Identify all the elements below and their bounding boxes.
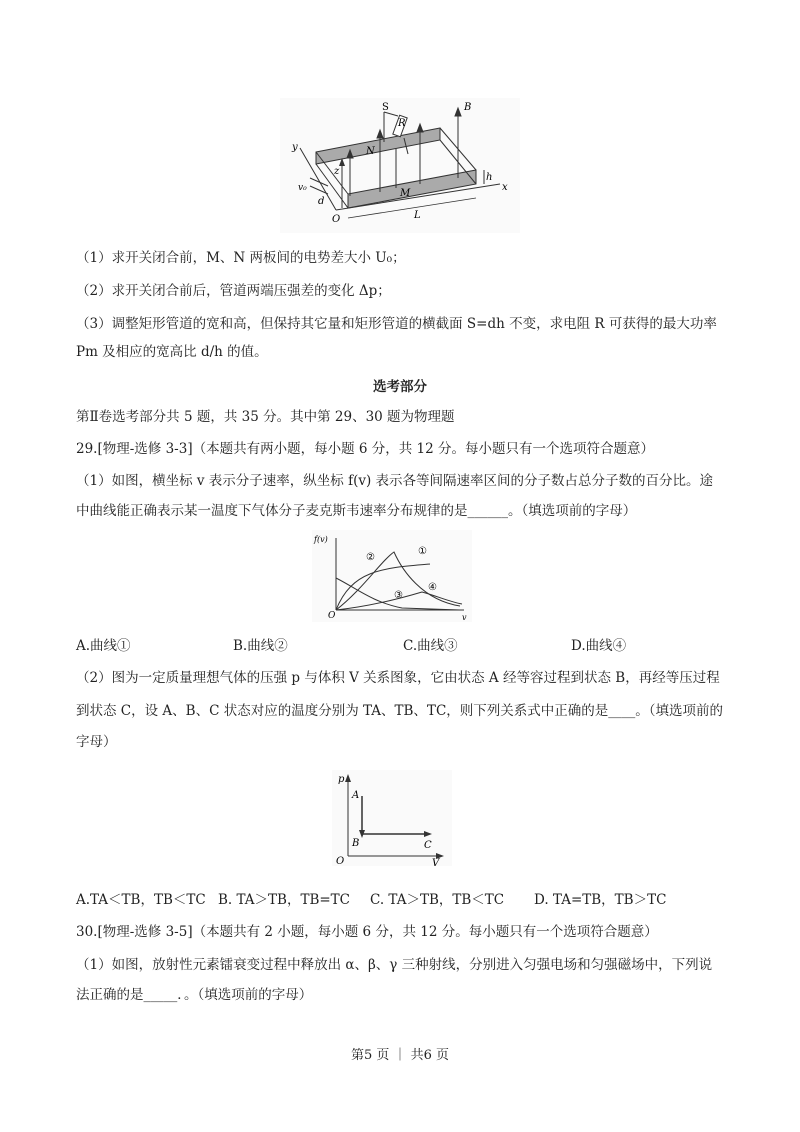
label-x: x	[502, 182, 508, 193]
label-R: R	[398, 118, 406, 129]
curve-2-label: ②	[366, 552, 375, 563]
option-a: A.TA＜TB，TB＜TC	[76, 892, 206, 908]
curve-3-label: ③	[394, 590, 403, 601]
label-B: B	[464, 102, 472, 113]
label-S: S	[382, 102, 389, 113]
curve-4-label: ④	[428, 582, 437, 593]
label-z: z	[334, 166, 340, 177]
pipe-figure	[280, 98, 520, 233]
label-O: O	[332, 214, 341, 225]
q29-part1-line2: 中曲线能正确表示某一温度下气体分子麦克斯韦速率分布规律的是______。（填选项前的字母）	[76, 503, 637, 519]
label-M: M	[400, 188, 411, 199]
q29-part2-line3: 字母）	[76, 734, 117, 750]
q29-header: 29.[物理-选修 3-3]（本题共有两小题，每小题 6 分，共 12 分。每小题只有一个选项符合题意）	[76, 441, 655, 457]
section-note: 第Ⅱ卷选考部分共 5 题，共 35 分。其中第 29、30 题为物理题	[76, 409, 455, 425]
x-axis-label: v	[462, 613, 467, 622]
origin-label: O	[328, 611, 336, 621]
option-a: A.曲线①	[76, 638, 131, 654]
label-L: L	[414, 210, 421, 221]
option-b: B. TA＞TB，TB=TC	[218, 892, 351, 908]
q29-part1-line1: （1）如图，横坐标 v 表示分子速率，纵坐标 f(v) 表示各等间隔速率区间的分子数占总分子数的百分比。途	[76, 473, 714, 489]
V-axis-label: V	[432, 858, 440, 866]
q30-part1-line1: （1）如图，放射性元素镭衰变过程中释放出 α、β、γ 三种射线，分别进入匀强电场和匀强磁场中，下列说	[76, 957, 713, 973]
O-label: O	[336, 856, 345, 866]
y-axis-label: f(v)	[314, 535, 328, 544]
question-part-1: （1）求开关闭合前，M、N 两板间的电势差大小 U₀；	[76, 250, 406, 266]
page-footer: 第5 页 ｜ 共6 页	[350, 1048, 450, 1063]
q29-options-1	[76, 636, 676, 656]
option-d: D. TA=TB，TB＞TC	[534, 892, 667, 908]
question-part-3: （3）调整矩形管道的宽和高，但保持其它量和矩形管道的横截面 S=dh 不变，求电阻 R 可获得的最大功率	[76, 316, 717, 332]
q29-part2-line2: 到状态 C，设 A、B、C 状态对应的温度分别为 TA、TB、TC，则下列关系式中正确的是____。（填选项前的	[76, 703, 724, 719]
C-label: C	[424, 840, 432, 851]
option-b: B.曲线②	[233, 638, 288, 654]
pv-figure	[332, 770, 452, 866]
option-d: D.曲线④	[571, 638, 627, 654]
question-part-2: （2）求开关闭合前后，管道两端压强差的变化 Δp；	[76, 283, 391, 299]
label-d: d	[318, 196, 325, 207]
curve-1-label: ①	[418, 546, 427, 557]
q30-part1-line2: 法正确的是_____．。（填选项前的字母）	[76, 987, 313, 1003]
section-title: 选考部分	[373, 379, 427, 395]
question-part-3-cont: Pm 及相应的宽高比 d/h 的值。	[76, 344, 268, 360]
label-y: y	[292, 142, 298, 153]
B-label: B	[352, 838, 360, 849]
q30-header: 30.[物理-选修 3-5]（本题共有 2 小题，每小题 6 分，共 12 分。每小题只有一个选项符合题意）	[76, 924, 658, 940]
q29-options-2	[76, 890, 696, 910]
option-c: C. TA＞TB，TB＜TC	[370, 892, 505, 908]
label-N: N	[366, 146, 375, 157]
p-axis-label: p	[338, 774, 345, 785]
label-h: h	[486, 172, 493, 183]
label-v0: v₀	[298, 183, 307, 193]
A-label: A	[352, 790, 360, 801]
distribution-figure	[312, 530, 472, 622]
q29-part2-line1: （2）图为一定质量理想气体的压强 p 与体积 V 关系图象，它由状态 A 经等容过程到状态 B，再经等压过程	[76, 670, 720, 686]
option-c: C.曲线③	[403, 638, 458, 654]
